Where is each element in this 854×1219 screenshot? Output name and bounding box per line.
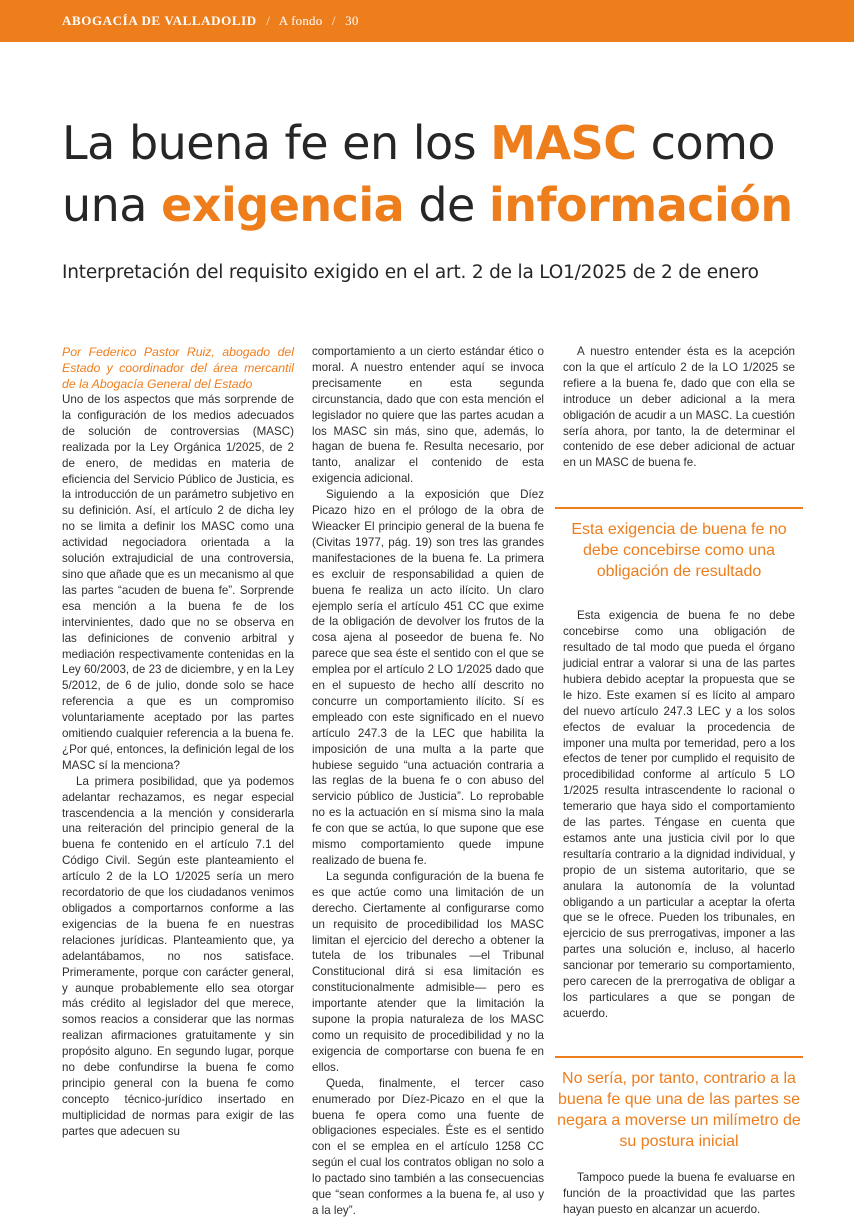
byline: Por Federico Pastor Ruiz, abogado del Estado y coordinador del área mercantil de la Abogacía General del Estado <box>62 345 294 391</box>
title-text: como una <box>62 116 776 232</box>
title-highlight: información <box>488 178 793 232</box>
header-separator: / <box>331 13 336 28</box>
paragraph: A nuestro entender ésta es la acepción con la que el artículo 2 de la LO 1/2025 se refiere a la buena fe, dado que con ella se introduce un deber adicional a la mera obligación de acudir a un MASC. La cuestión sería ahora, por tanto, la de determinar el contenido de ese deber adicional de actuar en un MASC de buena fe. <box>563 345 795 470</box>
paragraph: Queda, finalmente, el tercer caso enumerado por Díez-Picazo en el que la buena fe opera como una fuente de obligaciones especiales. Éste es el sentido con el se emplea en el artículo 1258 CC según el cual los contratos obligan no solo a lo pactado sino también a las consecuencias que “sean conformes a la buena fe, al uso y a la ley”. <box>312 1076 544 1217</box>
pull-quote: No sería, por tanto, contrario a la buena fe que una de las partes se negara a moverse un milímetro de su postura inicial <box>555 1056 803 1152</box>
header-bar <box>0 0 854 42</box>
paragraph: La primera posibilidad, que ya podemos adelantar rechazamos, es negar especial trascendencia a la mención y considerarla una reiteración del principio general de la buena fe contenido en el artículo 7.1 del Código Civil. Según este planteamiento el artículo 2 de la LO 1/2025 sería un mero recordatorio de que los ciudadanos venimos obligados a comportarnos conforme a las exigencias de la buena fe en nuestras relaciones jurídicas. Planteamiento que, ya adelantábamos, no nos satisface. Primeramente, porque con carácter general, y aunque probablemente ello sea otorgar más crédito al legislador del que merece, somos reacios a considerar que las normas realizan afirmaciones gratuitamente y sin propósito alguno. En segundo lugar, porque no debe confundirse la buena fe como principio general con la buena fe como concepto técnico-jurídico insertado en multiplicidad de normas para exigir de las partes que adecuen su <box>62 774 294 1138</box>
article-subtitle: Interpretación del requisito exigido en el art. 2 de la LO1/2025 de 2 de enero <box>62 262 759 283</box>
paragraph: Siguiendo a la exposición que Díez Picazo hizo en el prólogo de la obra de Wieacker El principio general de la buena fe (Civitas 1977, pág. 19) son tres las grandes manifestaciones de la buena fe. La primera es excluir de responsabilidad a quien de buena fe realiza un acto ilícito. Un claro ejemplo sería el artículo 451 CC que exime de la obligación de devolver los frutos de la cosa ajena al poseedor de buena fe. No parece que sea éste el sentido con el que se emplea por el artículo 2 LO 1/2025 dado que en el supuesto de hecho allí descrito no concurre un comportamiento ilícito. Sí es empleado con este significado en el nuevo artículo 247.3 de la LEC que habilita la imposición de una multa a la parte que hubiese seguido “una actuación contraria a las reglas de la buena fe o con abuso del servicio público de Justicia”. Lo reprobable no es la actuación en sí misma sino la mala fe con que se actúa, lo que supone que ese mismo comportamiento quede impune realizado de buena fe. <box>312 488 544 867</box>
paragraph: comportamiento a un cierto estándar ético o moral. A nuestro entender aquí se invoca precisamente en esta segunda circunstancia, dado que con esta mención el legislador no quiere que las partes acudan a los MASC sin más, sino que, además, lo hagan de buena fe. Resulta necesario, por tanto, analizar el contenido de esta exigencia adicional. <box>312 345 544 486</box>
column-1 <box>62 344 294 1140</box>
page-number: 30 <box>345 13 359 28</box>
paragraph: Uno de los aspectos que más sorprende de la configuración de los medios adecuados de solución de controversias (MASC) realizada por la Ley Orgánica 1/2025, de 2 de enero, de medidas en materia de eficiencia del Servicio Público de Justicia, es la introducción de un parámetro subjetivo en su definición. Así, el artículo 2 de dicha ley no se limita a definir los MASC como una actividad negociadora orientada a la solución extrajudicial de una controversia, sino que añade que es un mecanismo al que las partes “acuden de buena fe”. Sorprende esa mención a la buena fe de los intervinientes, dado que no se observa en las definiciones de convenio arbitral y mediación respectivamente contenidas en la Ley 60/2003, de 23 de diciembre, y en la Ley 5/2012, de 6 de julio, donde solo se hace referencia a que es un compromiso voluntariamente aceptado por las partes omitiendo cualquier referencia a la buena fe. ¿Por qué, entonces, la definición legal de los MASC sí la menciona? <box>62 393 294 772</box>
section-name: A fondo <box>278 13 323 28</box>
paragraph: Esta exigencia de buena fe no debe concebirse como una obligación de resultado de tal modo que pueda el órgano judicial entrar a valorar si una de las partes hubiera debido aceptar la propuesta que se le hizo. Este examen sí es lícito al amparo del nuevo artículo 247.3 LEC y a los solos efectos de evaluar la procedencia de imponer una multa por temeridad, pero a los efectos de tener por cumplido el requisito de procedibilidad conforme al artículo 5 LO 1/2025 resulta intrascendente lo racional o temerario que haya sido el comportamiento de las partes. Téngase en cuenta que estamos ante una justicia civil por lo que resultaría contrario a la dignidad individual, y propio de un sistema autoritario, que se anulara la autonomía de la voluntad obligando a un particular a aceptar la oferta que se le ofrece. Pueden los tribunales, en ejercicio de sus prerrogativas, imponer a las partes una solución e, incluso, al hacerlo sancionar por temerario su comportamiento, pero carecen de la prerrogativa de obligar a los particulares a que se pongan de acuerdo. <box>563 609 795 1020</box>
pull-quote: Esta exigencia de buena fe no debe concebirse como una obligación de resultado <box>555 507 803 582</box>
header-separator: / <box>266 13 271 28</box>
title-highlight: exigencia <box>161 178 405 232</box>
column-2 <box>312 344 544 1219</box>
title-highlight: MASC <box>490 116 637 170</box>
title-text: de <box>404 178 489 232</box>
column-3 <box>557 344 801 1218</box>
paragraph: La segunda configuración de la buena fe es que actúe como una limitación de un derecho. Ciertamente al configurarse como un requisito de procedibilidad los MASC limitan el ejercicio del derecho a obtener la tutela de los tribunales —el Tribunal Constitucional dirá si esa limitación es constitucionalmente admisible— pero es importante atender que la limitación la supone la propia naturaleza de los MASC como un requisito de procedibilidad y no la exigencia de comportarse con buena fe en ellos. <box>312 869 544 1074</box>
publication-name: ABOGACÍA DE VALLADOLID <box>62 13 257 28</box>
running-header <box>62 13 359 29</box>
article-title <box>62 112 842 236</box>
title-text: La buena fe en los <box>62 116 491 170</box>
paragraph: Tampoco puede la buena fe evaluarse en función de la proactividad que las partes hayan puesto en alcanzar un acuerdo. <box>563 1170 795 1216</box>
